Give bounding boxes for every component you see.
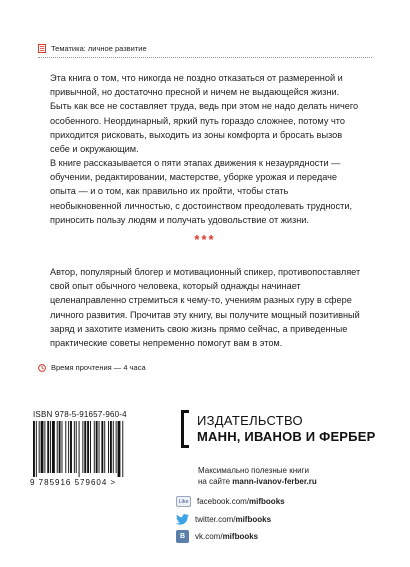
topic-label: Тематика: личное развитие bbox=[51, 44, 147, 53]
facebook-link[interactable]: facebook.com/mifbooks bbox=[197, 497, 285, 506]
publisher-website-line: на сайте mann-ivanov-ferber.ru bbox=[198, 477, 317, 486]
publisher-logo-bracket bbox=[181, 410, 189, 448]
publisher-name: МАНН, ИВАНОВ И ФЕРБЕР bbox=[197, 429, 376, 444]
book-icon bbox=[38, 44, 46, 53]
publisher-line1: ИЗДАТЕЛЬСТВО bbox=[197, 413, 303, 428]
vk-icon: B bbox=[176, 530, 189, 543]
social-vk[interactable] bbox=[176, 530, 258, 543]
publisher-tagline: Максимально полезные книги bbox=[198, 466, 309, 475]
clock-icon bbox=[38, 364, 46, 372]
top-divider bbox=[38, 57, 372, 58]
separator-stars: *** bbox=[194, 232, 216, 247]
twitter-link[interactable]: twitter.com/mifbooks bbox=[195, 515, 272, 524]
social-facebook[interactable] bbox=[176, 496, 285, 507]
facebook-like-icon: Like bbox=[176, 496, 191, 507]
topic-line bbox=[38, 44, 147, 53]
barcode-number: 9 785916 579604 > bbox=[30, 478, 117, 487]
twitter-bird-icon bbox=[176, 513, 189, 526]
paragraph-author: Автор, популярный блогер и мотивационный спикер, противопоставляет свой опыт обычного человека, который однажды начинает целенаправленно стремиться к чему-то, учениям разных гуру в сфере личного развития. Прочитав эту книгу, вы получите мощный позитивный заряд и захотите изменить свою жизнь прямо сейчас, а приведенные практические советы непременно помогут вам в этом. bbox=[50, 267, 361, 349]
vk-link[interactable]: vk.com/mifbooks bbox=[195, 532, 259, 541]
paragraph-intro: Эта книга о том, что никогда не поздно отказаться от размеренной и привычной, но достаточно пресной и ничем не выдающейся жизни. Быть как все не составляет труда, ведь при этом не надо делать ничего особенного. Неординарный, яркий путь гораздо сложнее, потому что приходится рисковать, выходить из зоны комфорта и бросать вызов себе и окружающим. bbox=[50, 73, 359, 155]
social-twitter[interactable] bbox=[176, 513, 271, 526]
barcode-image bbox=[31, 421, 153, 477]
reading-time-label: Время прочтения — 4 часа bbox=[51, 363, 146, 372]
publisher-website-link[interactable]: mann-ivanov-ferber.ru bbox=[232, 477, 317, 486]
isbn-text: ISBN 978-5-91657-960-4 bbox=[33, 410, 127, 419]
paragraph-stages: В книге рассказывается о пяти этапах движения к незаурядности — обучении, редактировании, мастерстве, уборке урожая и передаче опыта — и о том, как правильно их пройти, чтобы стать необыкновенной личностью, с достоинством преодолевать трудности, приносить пользу людям и получать удовольствие от жизни. bbox=[50, 158, 353, 225]
reading-time bbox=[38, 363, 146, 372]
